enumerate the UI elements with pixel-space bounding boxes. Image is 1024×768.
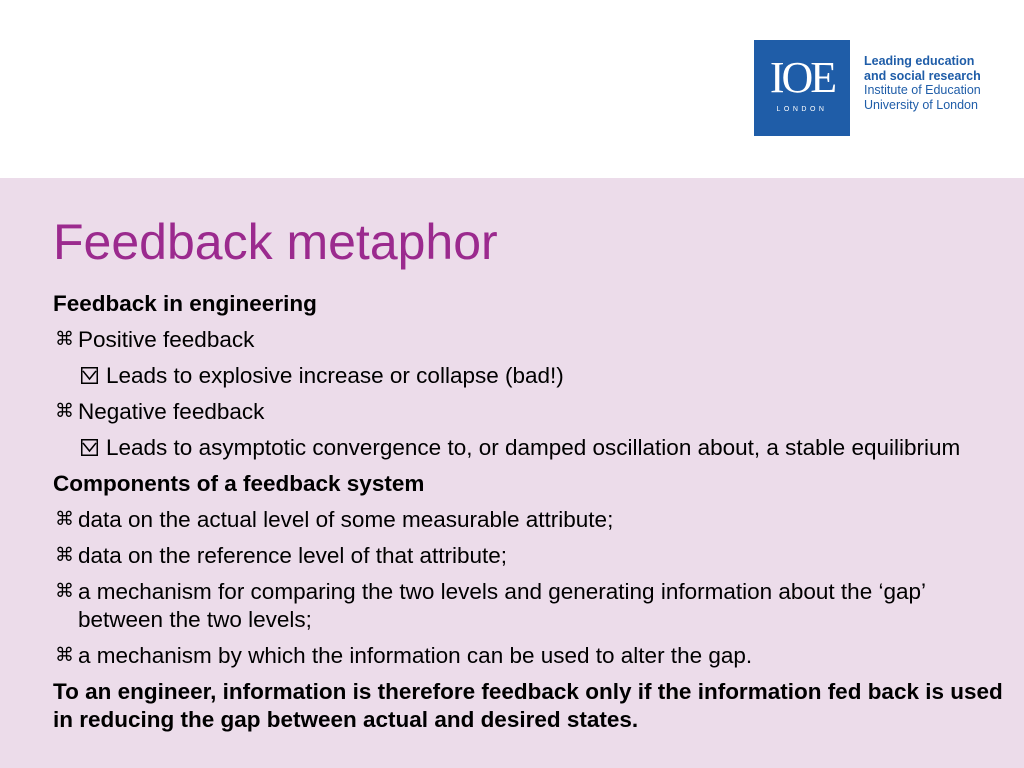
heading-components: Components of a feedback system bbox=[53, 471, 425, 496]
list-item bbox=[53, 642, 1003, 670]
logo-line2: and social research bbox=[864, 68, 981, 83]
bullet-negative-text: Negative feedback bbox=[78, 399, 265, 424]
list-item-text: data on the actual level of some measurable attribute; bbox=[78, 507, 614, 532]
bullet-negative bbox=[53, 398, 1003, 426]
conclusion: To an engineer, information is therefore feedback only if the information fed back is used in reducing the gap between actual and desired states. bbox=[53, 679, 1003, 732]
bullet-negative-detail-text: Leads to asymptotic convergence to, or damped oscillation about, a stable equilibrium bbox=[106, 435, 961, 460]
heading-engineering: Feedback in engineering bbox=[53, 291, 317, 316]
bullet-positive bbox=[53, 326, 1003, 354]
slide-title: Feedback metaphor bbox=[53, 214, 498, 270]
list-item-text: a mechanism by which the information can be used to alter the gap. bbox=[78, 643, 753, 668]
header bbox=[0, 0, 1024, 178]
ioe-logo bbox=[754, 40, 850, 136]
list-item bbox=[53, 542, 1003, 570]
slide-content bbox=[53, 290, 1003, 742]
logo-sub: LONDON bbox=[776, 106, 828, 113]
list-item-text: a mechanism for comparing the two levels and generating information about the ‘gap’ between the two levels; bbox=[78, 579, 926, 632]
list-item-text: data on the reference level of that attribute; bbox=[78, 543, 508, 568]
logo-line1: Leading education bbox=[864, 54, 975, 68]
checkbox-bullet-icon bbox=[81, 439, 98, 456]
logo-line4: University of London bbox=[864, 97, 978, 112]
list-item bbox=[53, 506, 1003, 534]
logo-mark: IOE bbox=[769, 53, 835, 102]
checkbox-bullet-icon bbox=[81, 367, 98, 384]
logo-text bbox=[864, 54, 981, 112]
command-bullet-icon: ⌘ bbox=[55, 401, 74, 422]
list-item bbox=[53, 578, 1003, 634]
command-bullet-icon: ⌘ bbox=[55, 509, 74, 530]
bullet-positive-detail bbox=[53, 362, 1003, 390]
bullet-positive-detail-text: Leads to explosive increase or collapse (bad!) bbox=[106, 363, 564, 388]
bullet-negative-detail bbox=[53, 434, 1003, 462]
command-bullet-icon: ⌘ bbox=[55, 645, 74, 666]
logo-line3: Institute of Education bbox=[864, 83, 981, 97]
command-bullet-icon: ⌘ bbox=[55, 329, 74, 350]
command-bullet-icon: ⌘ bbox=[55, 581, 74, 602]
bullet-positive-text: Positive feedback bbox=[78, 327, 255, 352]
command-bullet-icon: ⌘ bbox=[55, 545, 74, 566]
